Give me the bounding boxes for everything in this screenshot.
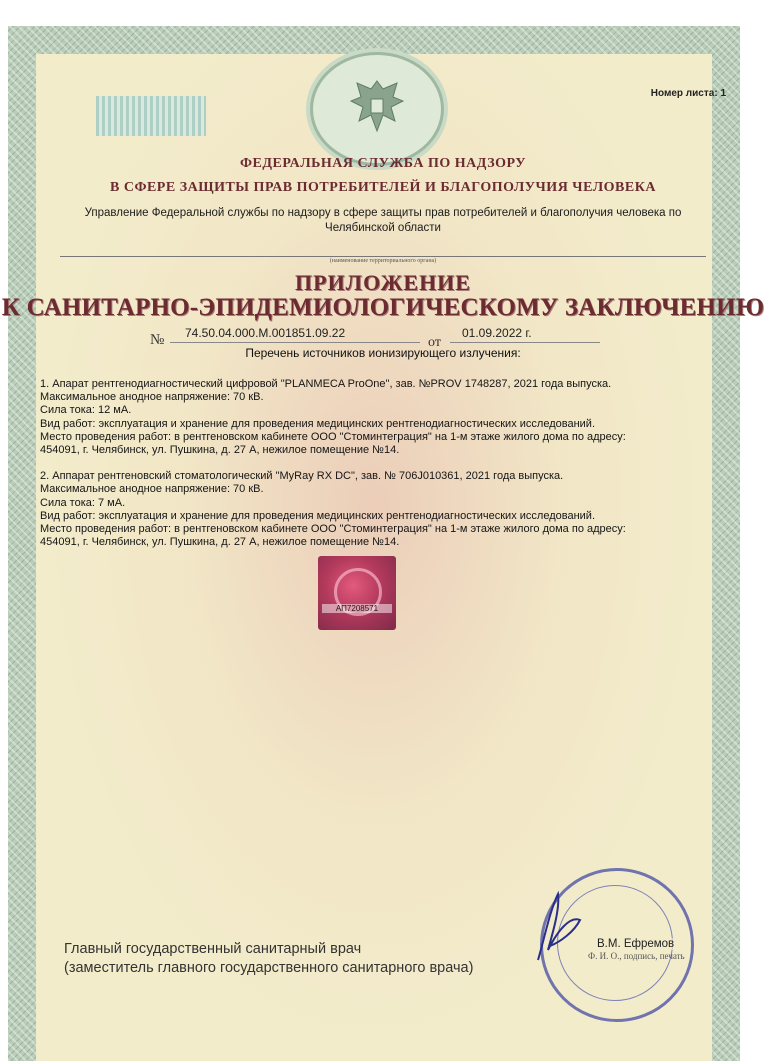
double-headed-eagle-icon [347, 75, 407, 139]
item-text: Максимальное анодное напряжение: 70 кВ. [40, 391, 264, 404]
signer-name: В.М. Ефремов [597, 938, 675, 950]
authority-underline [60, 256, 706, 257]
signatory-title-line1: Главный государственный санитарный врач [64, 941, 362, 957]
hologram-serial: АП7208571 [322, 604, 392, 613]
hologram-sticker [318, 556, 396, 630]
item-text: Максимальное анодное напряжение: 70 кВ. [40, 483, 264, 496]
list-item [40, 378, 700, 457]
document-title-line2: К САНИТАРНО-ЭПИДЕМИОЛОГИЧЕСКОМУ ЗАКЛЮЧЕНИЮ [1, 294, 765, 321]
date-label: от [428, 335, 441, 350]
handwritten-signature [530, 880, 590, 970]
sheet-number: Номер листа: 1 [650, 88, 726, 99]
document-number: 74.50.04.000.М.001851.09.22 [185, 326, 346, 340]
number-underline [170, 342, 420, 343]
list-heading: Перечень источников ионизирующего излучения: [245, 346, 521, 360]
coat-of-arms-emblem [310, 52, 444, 166]
item-text: 454091, г. Челябинск, ул. Пушкина, д. 27 А, нежилое помещение №14. [40, 536, 400, 549]
number-label: № [150, 332, 165, 348]
item-text: 2. Аппарат рентгеновский стоматологический "MyRay RX DC", зав. № 706J010361, 2021 года выпуска. [40, 470, 564, 483]
item-text: 454091, г. Челябинск, ул. Пушкина, д. 27 А, нежилое помещение №14. [40, 444, 400, 457]
agency-name-line2: В СФЕРЕ ЗАЩИТЫ ПРАВ ПОТРЕБИТЕЛЕЙ И БЛАГОПОЛУЧИЯ ЧЕЛОВЕКА [110, 180, 656, 195]
item-text: Вид работ: эксплуатация и хранение для проведения медицинских рентгенодиагностических исследований. [40, 509, 595, 522]
signature-caption: Ф. И. О., подпись, печать [588, 951, 685, 961]
security-pattern [96, 96, 206, 136]
date-underline [450, 342, 600, 343]
item-text: 1. Апарат рентгенодиагностический цифровой "PLANMECA ProOne", зав. №PROV 1748287, 2021 года выпуска. [40, 378, 612, 390]
authority-caption: (наименование территориального органа) [329, 258, 437, 264]
sources-list [40, 378, 700, 549]
item-text: Место проведения работ: в рентгеновском кабинете ООО "Стоминтеграция" на 1-м этаже жилого дома по адресу: [40, 523, 626, 536]
document-title-line1: ПРИЛОЖЕНИЕ [295, 270, 471, 295]
item-text: Сила тока: 12 мА. [40, 404, 132, 417]
item-text: Место проведения работ: в рентгеновском кабинете ООО "Стоминтеграция" на 1-м этаже жилого дома по адресу: [40, 430, 626, 443]
signatory-title-line2: (заместитель главного государственного санитарного врача) [64, 960, 474, 976]
signatory-title [64, 940, 473, 978]
agency-name-line1: ФЕДЕРАЛЬНАЯ СЛУЖБА ПО НАДЗОРУ [239, 156, 526, 171]
list-item [40, 470, 700, 549]
item-text: Вид работ: эксплуатация и хранение для проведения медицинских рентгенодиагностических исследований. [40, 417, 595, 430]
list-gap [40, 457, 700, 470]
document-date: 01.09.2022 г. [462, 326, 532, 340]
territorial-authority: Управление Федеральной службы по надзору в сфере защиты прав потребителей и благополучия человека по Челябинской области [84, 207, 682, 234]
item-text: Сила тока: 7 мА. [40, 496, 126, 509]
